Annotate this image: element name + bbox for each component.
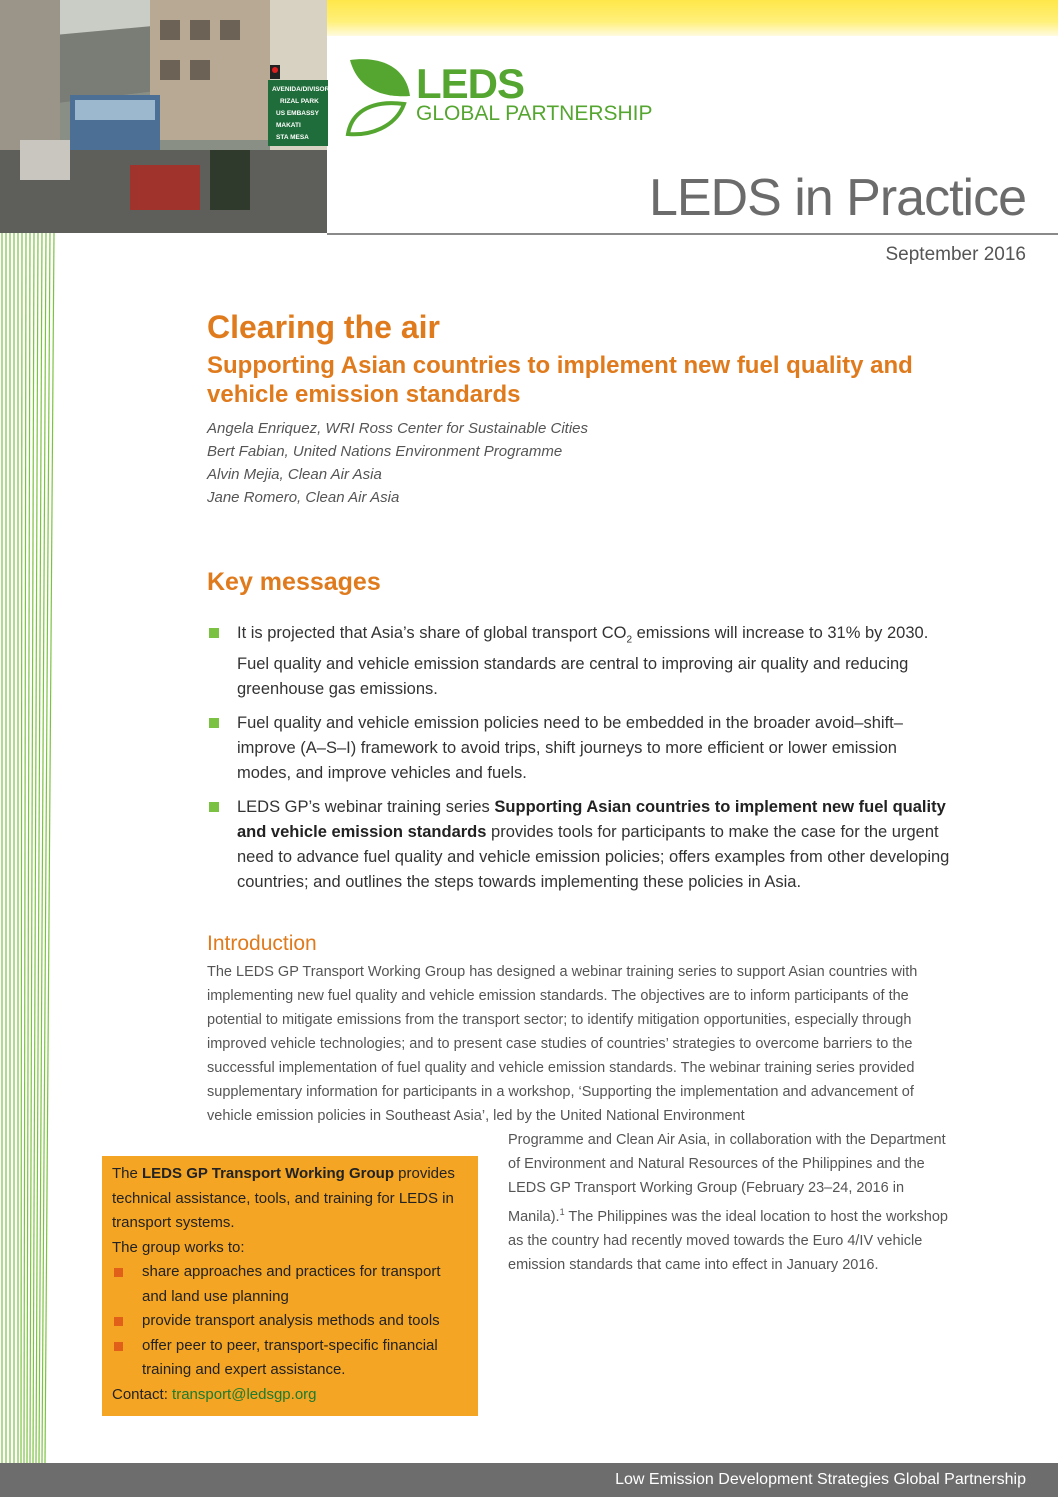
bullet-square-icon	[209, 628, 219, 638]
box-bullet-item: provide transport analysis methods and tools	[112, 1309, 468, 1334]
street-photo	[0, 0, 336, 233]
sign-1: AVENIDA/DIVISORIA	[272, 86, 336, 93]
logo-wordmark: LEDS	[416, 60, 525, 107]
series-title: LEDS in Practice	[648, 169, 1026, 227]
leds-leaf-icon	[344, 56, 416, 136]
key-message-item: It is projected that Asia’s share of global transport $CO_2$ emissions will increase to 31% by 2030. Fuel quality and vehicle emission standards are central to improving air quality and reducing greenhouse gas emissions.	[207, 621, 955, 702]
decorative-green-lines	[0, 233, 62, 1463]
bullet-square-icon	[114, 1342, 123, 1351]
key-message-item: LEDS GP’s webinar training series Supporting Asian countries to implement new fuel quality and vehicle emission standards provides tools for participants to make the case for the urgent need to advance fuel quality and vehicle emission policies; offers examples from other developing countries; and outlines the steps towards implementing these policies in Asia.	[207, 795, 955, 895]
working-group-box	[102, 1156, 478, 1416]
contact-email-link[interactable]: transport@ledsgp.org	[172, 1385, 317, 1403]
introduction-heading: Introduction	[207, 932, 317, 955]
key-messages-heading: Key messages	[207, 568, 381, 596]
box-intro: The LEDS GP Transport Working Group provides technical assistance, tools, and training for LEDS in transport systems.	[112, 1165, 455, 1231]
bullet-square-icon	[114, 1317, 123, 1326]
sign-3: US EMBASSY	[276, 110, 319, 117]
introduction-paragraph-continued: Programme and Clean Air Asia, in collaboration with the Department of Environment and Natural Resources of the Philippines and the LEDS GP Transport Working Group (February 23–24, 2016 in Manila).$^1$ The Philippines was the ideal location to host the workshop as the country had recently moved towards the Euro 4/IV vehicle emission standards that came into effect in January 2016.	[508, 1132, 949, 1273]
author: Jane Romero, Clean Air Asia	[207, 489, 400, 506]
bullet-square-icon	[209, 718, 219, 728]
box-contact: Contact: transport@ledsgp.org	[112, 1385, 317, 1403]
box-bullet-item: offer peer to peer, transport-specific financial training and expert assistance.	[112, 1334, 468, 1383]
author: Bert Fabian, United Nations Environment Programme	[207, 443, 563, 460]
key-messages-list	[207, 621, 955, 904]
key-message-item: Fuel quality and vehicle emission policies need to be embedded in the broader avoid–shift–improve (A–S–I) framework to avoid trips, shift journeys to more efficient or lower emission modes, and improve vehicles and fuels.	[207, 711, 955, 786]
footer-bar	[0, 1463, 1058, 1497]
header-divider	[327, 233, 1058, 235]
bullet-square-icon	[209, 802, 219, 812]
sign-5: STA MESA	[276, 134, 309, 141]
footer-text: Low Emission Development Strategies Global Partnership	[615, 1471, 1026, 1488]
article-subtitle: Supporting Asian countries to implement new fuel quality and vehicle emission standards	[207, 352, 913, 408]
bullet-square-icon	[114, 1268, 123, 1277]
author-list	[207, 417, 588, 509]
box-works-to: The group works to:	[112, 1238, 245, 1256]
article-title: Clearing the air	[207, 309, 440, 345]
box-bullet-item: share approaches and practices for transport and land use planning	[112, 1260, 468, 1309]
author: Alvin Mejia, Clean Air Asia	[207, 466, 382, 483]
introduction-paragraph: The LEDS GP Transport Working Group has designed a webinar training series to support Asian countries with implementing new fuel quality and vehicle emission standards. The objectives are to inform participants of the potential to mitigate emissions from the transport sector; to identify mitigation opportunities, especially through improved vehicle technologies; and to present case studies of countries’ strategies to overcome barriers to the successful implementation of fuel quality and vehicle emission standards. The webinar training series provided supplementary information for participants in a workshop, ‘Supporting the implementation and advancement of vehicle emission policies in Southeast Asia’, led by the United National Environment	[207, 964, 918, 1124]
footnote-marker: 1	[559, 1207, 565, 1217]
sign-2: RIZAL PARK	[280, 98, 319, 105]
sign-4: MAKATI	[276, 122, 301, 129]
publication-date: September 2016	[885, 244, 1026, 265]
author: Angela Enriquez, WRI Ross Center for Sustainable Cities	[207, 420, 589, 437]
logo-subtitle: GLOBAL PARTNERSHIP	[416, 102, 653, 125]
